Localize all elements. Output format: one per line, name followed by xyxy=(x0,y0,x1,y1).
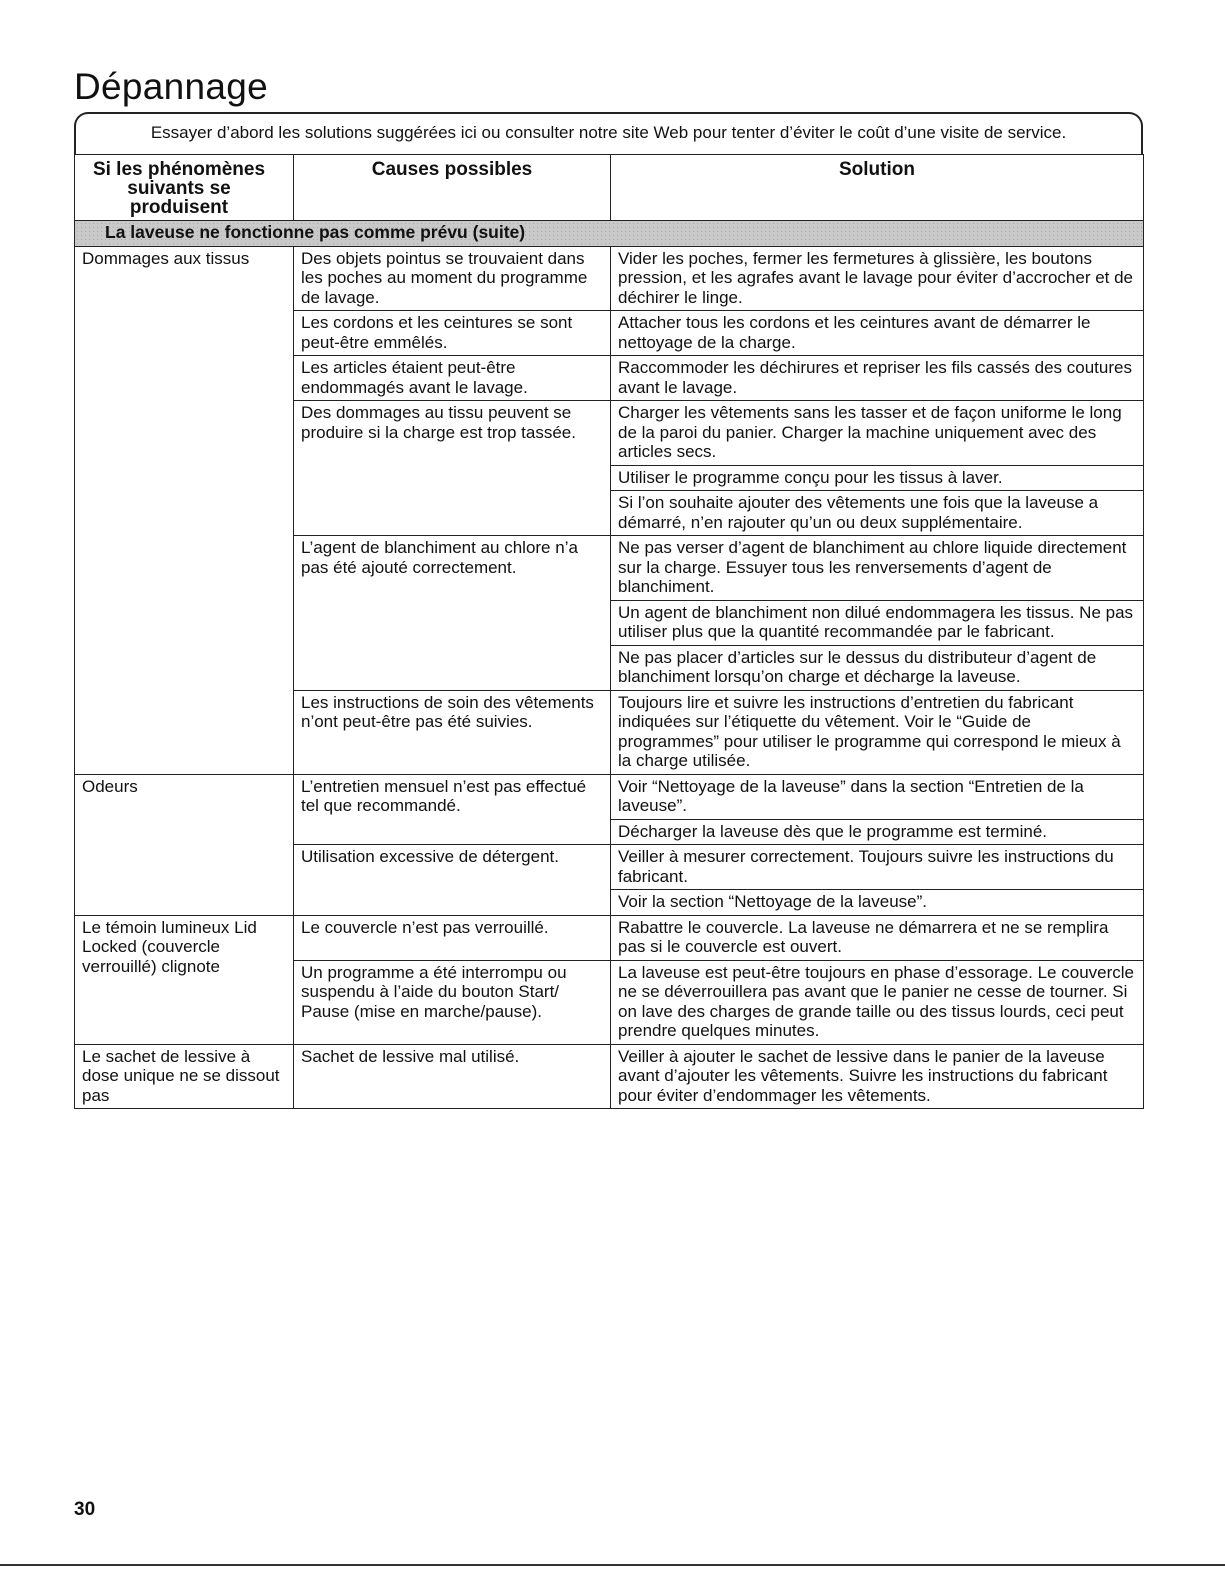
table-row xyxy=(75,1044,1144,1109)
symptom-cell: Odeurs xyxy=(75,774,294,915)
solution-cell: Toujours lire et suivre les instructions d’entretien du fabricant indiquées sur l’étiquette du vêtement. Voir le “Guide de programmes” pour utiliser le programme qui correspond le mieux à la charge utilisée. xyxy=(611,690,1144,774)
table-row xyxy=(75,246,1144,311)
solution-cell: Vider les poches, fermer les fermetures à glissière, les boutons pression, et les agrafes avant le lavage pour éviter d’accrocher et de déchirer le linge. xyxy=(611,246,1144,311)
solution-cell: Raccommoder les déchirures et repriser les fils cassés des coutures avant le lavage. xyxy=(611,356,1144,401)
solution-cell: Voir la section “Nettoyage de la laveuse”. xyxy=(611,890,1144,916)
header-solution: Solution xyxy=(611,155,1144,221)
cause-cell: Utilisation excessive de détergent. xyxy=(294,845,611,916)
solution-cell: Charger les vêtements sans les tasser et de façon uniforme le long de la paroi du panier. Charger la machine uniquement avec des articles secs. xyxy=(611,401,1144,466)
troubleshooting-table xyxy=(74,154,1144,1109)
solution-cell: Rabattre le couvercle. La laveuse ne démarrera et ne se remplira pas si le couvercle est ouvert. xyxy=(611,915,1144,960)
section-row xyxy=(75,221,1144,247)
intro-box: Essayer d’abord les solutions suggérées ici ou consulter notre site Web pour tenter d’éviter le coût d’une visite de service. xyxy=(74,112,1143,154)
table-header-row xyxy=(75,155,1144,221)
page-title: Dépannage xyxy=(74,66,269,107)
table-row xyxy=(75,774,1144,819)
table-row xyxy=(75,915,1144,960)
solution-cell: Ne pas verser d’agent de blanchiment au chlore liquide directement sur la charge. Essuyer tous les renversements d’agent de blanchiment. xyxy=(611,536,1144,601)
cause-cell: Des objets pointus se trouvaient dans les poches au moment du programme de lavage. xyxy=(294,246,611,311)
cause-cell: Sachet de lessive mal utilisé. xyxy=(294,1044,611,1109)
page-number: 30 xyxy=(74,1499,96,1520)
solution-cell: La laveuse est peut-être toujours en phase d’essorage. Le couvercle ne se déverrouillera pas avant que le panier ne cesse de tourner. Si on lave des charges de grande taille ou des tissus lourds, ceci peut prendre quelques minutes. xyxy=(611,960,1144,1044)
solution-cell: Utiliser le programme conçu pour les tissus à laver. xyxy=(611,465,1144,491)
solution-cell: Veiller à mesurer correctement. Toujours suivre les instructions du fabricant. xyxy=(611,845,1144,890)
header-symptom: Si les phénomènes suivants se produisent xyxy=(75,155,294,221)
symptom-cell: Dommages aux tissus xyxy=(75,246,294,774)
bottom-rule xyxy=(0,1564,1225,1566)
header-cause: Causes possibles xyxy=(294,155,611,221)
solution-cell: Ne pas placer d’articles sur le dessus du distributeur d’agent de blanchiment lorsqu’on charge et décharge la laveuse. xyxy=(611,645,1144,690)
cause-cell: Les cordons et les ceintures se sont peut-être emmêlés. xyxy=(294,311,611,356)
solution-cell: Veiller à ajouter le sachet de lessive dans le panier de la laveuse avant d’ajouter les vêtements. Suivre les instructions du fabricant pour éviter d’endommager les vêtements. xyxy=(611,1044,1144,1109)
solution-cell: Attacher tous les cordons et les ceintures avant de démarrer le nettoyage de la charge. xyxy=(611,311,1144,356)
cause-cell: L’entretien mensuel n’est pas effectué tel que recommandé. xyxy=(294,774,611,845)
solution-cell: Si l’on souhaite ajouter des vêtements une fois que la laveuse a démarré, n’en rajouter qu’un ou deux supplémentaire. xyxy=(611,491,1144,536)
section-title: La laveuse ne fonctionne pas comme prévu (suite) xyxy=(75,221,1144,247)
cause-cell: L’agent de blanchiment au chlore n’a pas été ajouté correctement. xyxy=(294,536,611,691)
symptom-cell: Le témoin lumineux Lid Locked (couvercle verrouillé) clignote xyxy=(75,915,294,1044)
cause-cell: Des dommages au tissu peuvent se produire si la charge est trop tassée. xyxy=(294,401,611,536)
cause-cell: Un programme a été interrompu ou suspendu à l’aide du bouton Start/ Pause (mise en marche/pause). xyxy=(294,960,611,1044)
symptom-cell: Le sachet de lessive à dose unique ne se dissout pas xyxy=(75,1044,294,1109)
cause-cell: Le couvercle n’est pas verrouillé. xyxy=(294,915,611,960)
solution-cell: Voir “Nettoyage de la laveuse” dans la section “Entretien de la laveuse”. xyxy=(611,774,1144,819)
cause-cell: Les articles étaient peut-être endommagés avant le lavage. xyxy=(294,356,611,401)
cause-cell: Les instructions de soin des vêtements n’ont peut-être pas été suivies. xyxy=(294,690,611,774)
solution-cell: Décharger la laveuse dès que le programme est terminé. xyxy=(611,819,1144,845)
solution-cell: Un agent de blanchiment non dilué endommagera les tissus. Ne pas utiliser plus que la quantité recommandée par le fabricant. xyxy=(611,600,1144,645)
